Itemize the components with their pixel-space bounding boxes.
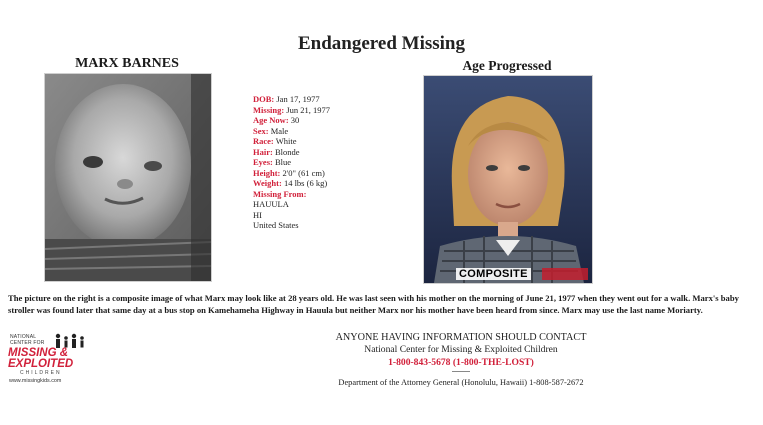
contact-block [300, 331, 622, 388]
detail-missing-from-label: Missing From: [253, 188, 307, 199]
contact-department: Department of the Attorney General (Honolulu, Hawaii) 1-808-587-2672 [338, 378, 584, 387]
poster-title: Endangered Missing [298, 33, 465, 54]
detail-race: Race: White [253, 136, 297, 146]
logo-national-text: NATIONAL CENTER FOR [10, 334, 45, 346]
ncmec-logo [8, 333, 90, 387]
contact-heading: ANYONE HAVING INFORMATION SHOULD CONTACT [335, 332, 587, 343]
contact-org: National Center for Missing & Exploited Children [364, 344, 558, 355]
age-progressed-image [424, 76, 592, 283]
case-narrative: The picture on the right is a composite image of what Marx may look like at 28 years old. He was last seen with his mother on the morning of June 21, 1977 when they went out for a walk. Marx's baby stroller was found later that same day at a bus stop on Kamehameha Highway in Hauula but neither Marx nor his mother have been heard from since. Marx may use the last name Moriarty. [8, 293, 739, 315]
baby-photo-image [45, 74, 211, 281]
details-list [253, 94, 403, 231]
detail-missing-city: HAUULA [253, 199, 289, 209]
detail-hair: Hair: Blonde [253, 146, 300, 157]
logo-missing-text: MISSING & [8, 347, 69, 359]
logo-children-text: CHILDREN [20, 370, 62, 376]
composite-label: COMPOSITE [456, 268, 531, 280]
detail-eyes: Eyes: Blue [253, 157, 292, 167]
child-name: MARX BARNES [75, 56, 179, 71]
logo-url: www.missingkids.com [9, 378, 62, 384]
contact-phone: 1-800-843-5678 (1-800-THE-LOST) [388, 356, 534, 368]
baby-photo [44, 73, 212, 282]
age-progressed-photo [423, 75, 593, 284]
contact-divider [452, 371, 470, 372]
detail-dob: DOB: Jan 17, 1977 [253, 94, 320, 104]
composite-tag [542, 268, 588, 280]
age-progressed-heading: Age Progressed [462, 58, 552, 73]
detail-age-now: Age Now: 30 [253, 115, 300, 125]
logo-exploited-text: EXPLOITED [8, 358, 74, 370]
detail-missing-date: Missing: Jun 21, 1977 [253, 104, 330, 115]
detail-weight: Weight: 14 lbs (6 kg) [253, 178, 328, 188]
detail-missing-country: United States [253, 220, 299, 230]
detail-missing-state: HI [253, 209, 262, 220]
detail-sex: Sex: Male [253, 125, 289, 136]
detail-height: Height: 2'0" (61 cm) [253, 167, 325, 178]
